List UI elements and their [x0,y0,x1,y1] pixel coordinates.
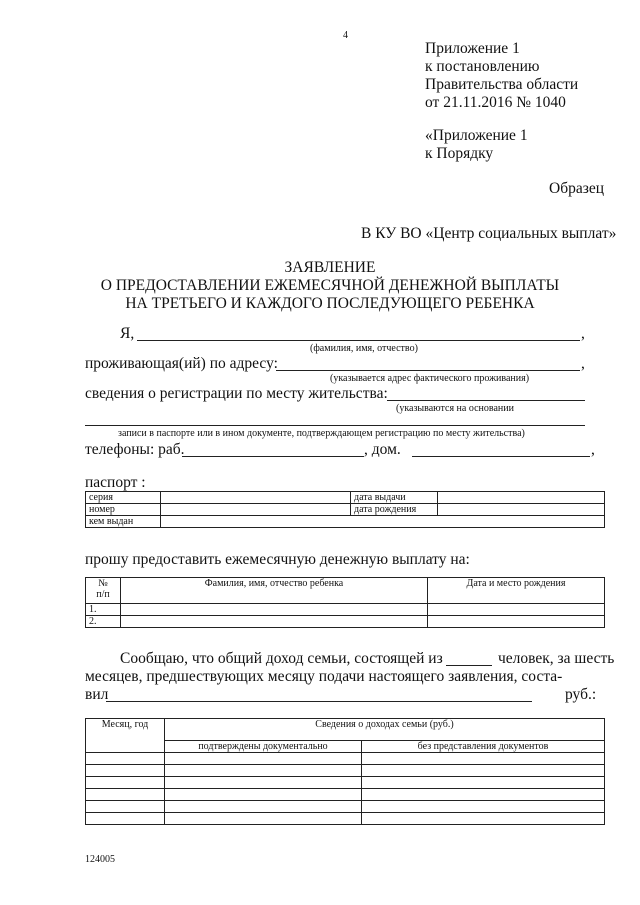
passport-label: паспорт : [85,474,146,491]
series-cell[interactable] [161,492,351,504]
issued-by-label: кем выдан [86,516,161,528]
appendix-line: Приложение 1 [425,40,520,57]
income-sum-input-line[interactable] [106,701,532,702]
phones-label: телефоны: раб. [85,441,185,458]
confirmed-cell[interactable] [165,789,362,801]
col-number-sign: № [98,578,108,589]
col-info-header: Сведения о доходах семьи (руб.) [165,719,605,741]
work-phone-input-line[interactable] [182,456,364,457]
unconfirmed-cell[interactable] [362,753,605,765]
title-line: О ПРЕДОСТАВЛЕНИИ ЕЖЕМЕСЯЧНОЙ ДЕНЕЖНОЙ ВЫПЛАТЫ [100,277,560,294]
comma: , [581,325,585,342]
fio-hint: (фамилия, имя, отчество) [310,343,418,354]
child-fio-cell[interactable] [121,604,428,616]
address-input-line[interactable] [276,370,580,371]
unconfirmed-cell[interactable] [362,801,605,813]
row-number: 1. [86,604,121,616]
issue-date-label: дата выдачи [351,492,438,504]
month-cell[interactable] [86,777,165,789]
income-text-3a: вил [85,686,109,703]
title-line: НА ТРЕТЬЕГО И КАЖДОГО ПОСЛЕДУЮЩЕГО РЕБЕНКА [125,295,535,312]
registration-label: сведения о регистрации по месту жительства: [85,385,388,402]
child-fio-cell[interactable] [121,616,428,628]
passport-table [85,491,605,528]
col-birth-header: Дата и место рождения [428,578,605,604]
children-table [85,577,605,628]
registration-hint: (указываются на основании [396,403,514,414]
page-number: 4 [343,30,348,41]
birth-date-label: дата рождения [351,504,438,516]
request-text: прошу предоставить ежемесячную денежную выплату на: [85,551,470,568]
issue-date-cell[interactable] [438,492,605,504]
comma: , [591,441,595,458]
row-number: 2. [86,616,121,628]
addressee: В КУ ВО «Центр социальных выплат» [361,225,617,242]
income-text-3b: руб.: [565,686,597,703]
month-cell[interactable] [86,765,165,777]
child-birth-cell[interactable] [428,604,605,616]
sample-label: Образец [549,180,605,197]
child-birth-cell[interactable] [428,616,605,628]
unconfirmed-cell[interactable] [362,777,605,789]
title-line: ЗАЯВЛЕНИЕ [284,259,376,276]
i-label: Я, [120,325,135,342]
confirmed-cell[interactable] [165,753,362,765]
family-size-input-line[interactable] [446,665,492,666]
col-number-header [86,578,121,604]
appendix-line: «Приложение 1 [425,127,528,144]
registration-input-line[interactable] [387,400,585,401]
appendix-line: от 21.11.2016 № 1040 [425,94,566,111]
address-hint: (указывается адрес фактического проживания) [330,373,530,384]
home-phone-input-line[interactable] [412,456,590,457]
registration-hint: записи в паспорте или в ином документе, подтверждающем регистрацию по месту жительства) [118,428,525,439]
col-confirmed-header: подтверждены документально [165,741,362,753]
appendix-line: к Порядку [425,145,494,162]
appendix-line: Правительства области [425,76,579,93]
month-cell[interactable] [86,789,165,801]
footer-code: 124005 [85,854,115,865]
income-text-2: месяцев, предшествующих месяцу подачи настоящего заявления, соста- [85,668,563,685]
unconfirmed-cell[interactable] [362,789,605,801]
confirmed-cell[interactable] [165,813,362,825]
registration-input-line-2[interactable] [85,425,585,426]
month-cell[interactable] [86,813,165,825]
confirmed-cell[interactable] [165,801,362,813]
number-cell[interactable] [161,504,351,516]
address-label: проживающая(ий) по адресу: [85,355,278,372]
col-month-header: Месяц, год [86,719,165,753]
fio-input-line[interactable] [137,340,580,341]
unconfirmed-cell[interactable] [362,813,605,825]
col-child-fio-header: Фамилия, имя, отчество ребенка [121,578,428,604]
unconfirmed-cell[interactable] [362,765,605,777]
month-cell[interactable] [86,753,165,765]
income-text-1a: Сообщаю, что общий доход семьи, состоящей из [120,650,443,667]
birth-date-cell[interactable] [438,504,605,516]
col-number-abbr: п/п [96,589,110,600]
col-unconfirmed-header: без представления документов [362,741,605,753]
income-text-1b: человек, за шесть [498,650,615,667]
confirmed-cell[interactable] [165,765,362,777]
comma: , [581,355,585,372]
home-phone-label: , дом. [364,441,401,458]
confirmed-cell[interactable] [165,777,362,789]
number-label: номер [86,504,161,516]
issued-by-cell[interactable] [161,516,605,528]
month-cell[interactable] [86,801,165,813]
income-table [85,718,605,825]
appendix-line: к постановлению [425,58,540,75]
series-label: серия [86,492,161,504]
